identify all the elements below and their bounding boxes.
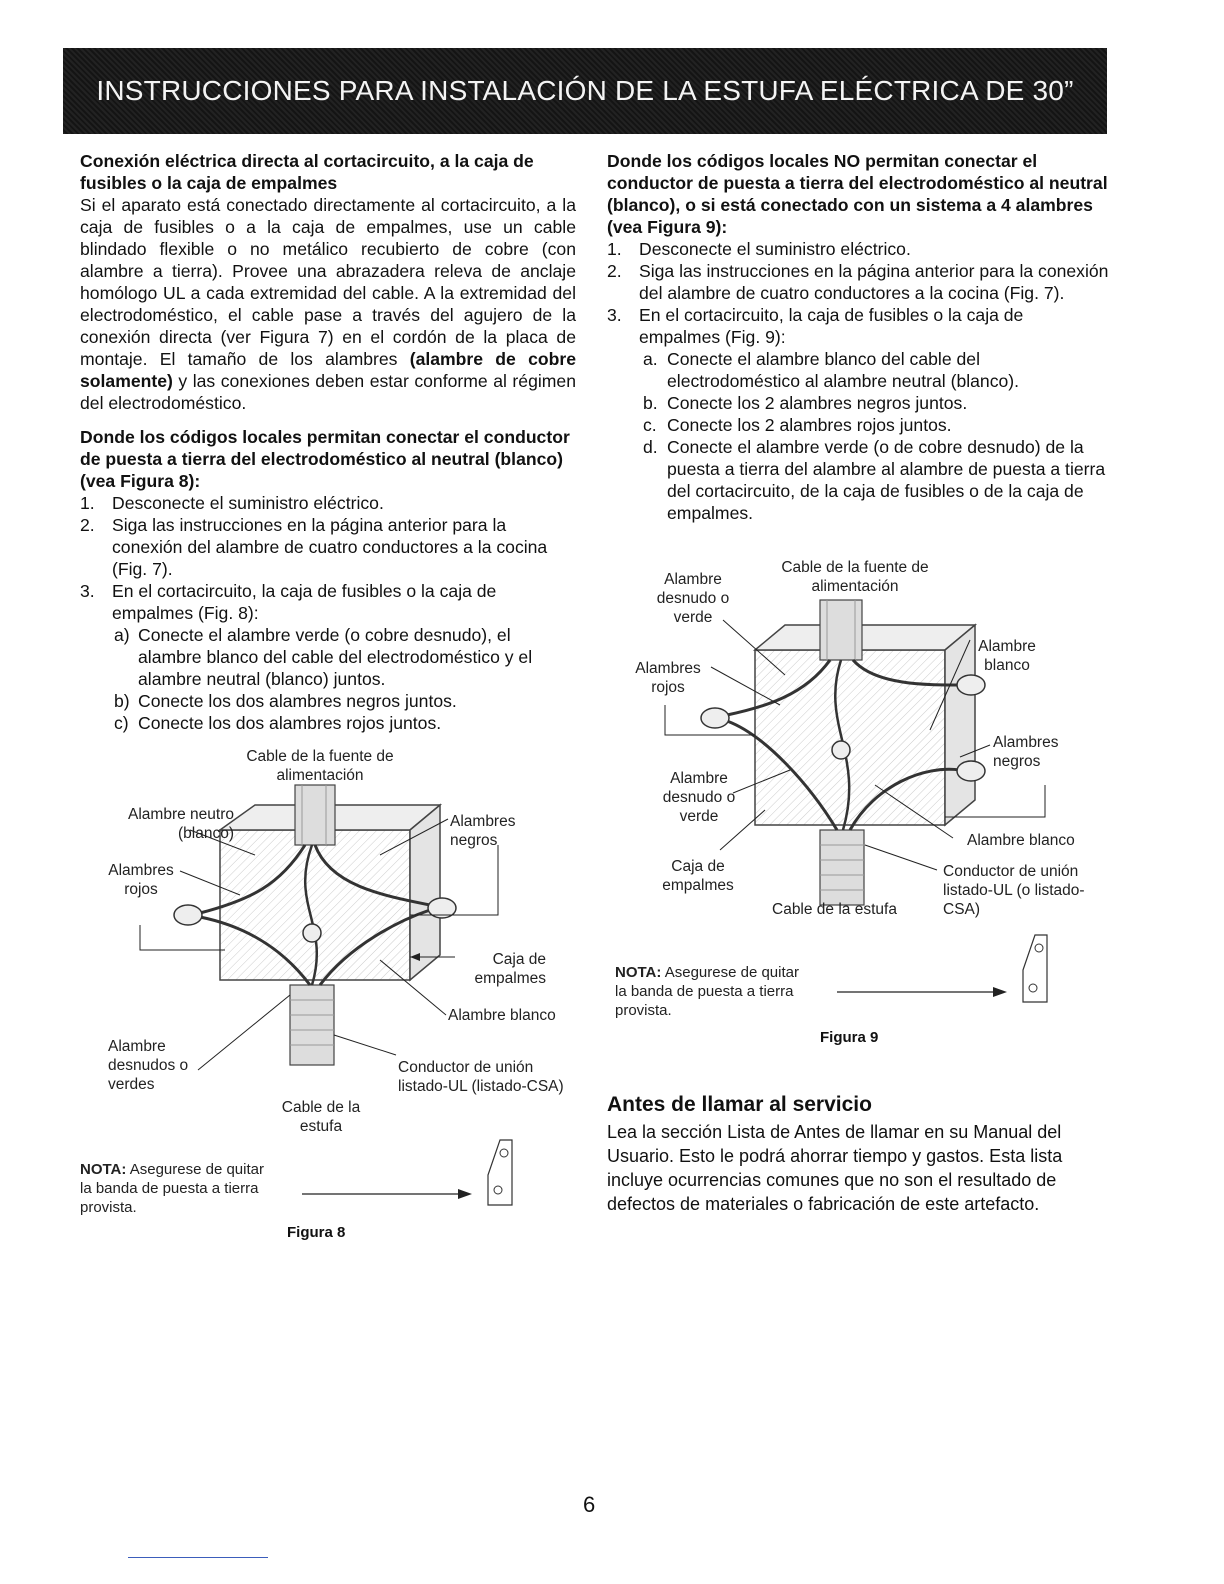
- figure-9-caption: Figura 9: [820, 1029, 879, 1046]
- permit-substeps: [112, 624, 576, 734]
- note-line-3: provista.: [80, 1199, 137, 1216]
- page-banner: [63, 48, 1107, 134]
- service-body: Lea la sección Lista de Antes de llamar en su Manual del Usuario. Esto le podrá ahorrar tiempo y gastos. Esta lista incluye ocurrencias comunes que no son el resultado de defectos de materiales o fabricación de este artefacto.: [607, 1122, 1063, 1214]
- page-number: 6: [583, 1492, 596, 1517]
- step-number: 3.: [607, 305, 622, 325]
- list-item: [643, 392, 1109, 414]
- figure-8-caption: Figura 8: [287, 1224, 346, 1241]
- note-label: NOTA:: [615, 964, 662, 981]
- substep-letter: c.: [643, 415, 657, 435]
- step-number: 2.: [80, 515, 95, 535]
- junction-box-label: Caja de empalmes: [662, 858, 734, 894]
- list-item: [80, 492, 576, 514]
- substep-text: Conecte los 2 alambres rojos juntos.: [667, 415, 952, 435]
- step-number: 2.: [607, 261, 622, 281]
- substep-text: Conecte los dos alambres negros juntos.: [138, 691, 457, 711]
- bare-wire-bottom-label: Alambre desnudo o verde: [662, 770, 736, 825]
- substep-letter: d.: [643, 437, 658, 457]
- step-text: Desconecte el suministro eléctrico.: [112, 493, 384, 513]
- permit-heading: Donde los códigos locales permitan conectar el conductor de puesta a tierra del electrodoméstico al neutral (blanco) (vea Figura 8):: [80, 427, 570, 491]
- substep-text: Conecte el alambre verde (o cobre desnudo), el alambre blanco del cable del electrodoméstico y el alambre neutral (blanco) juntos.: [138, 625, 533, 689]
- substep-text: Conecte el alambre verde (o de cobre desnudo) de la puesta a tierra del alambre al alambre de puesta a tierra del cortacircuito, de la caja de fusibles o de la caja de empalmes.: [667, 437, 1106, 523]
- range-cable-label: Cable de la estufa: [281, 1099, 361, 1135]
- service-heading: Antes de llamar al servicio: [607, 1093, 872, 1116]
- substep-letter: a.: [643, 349, 658, 369]
- grounding-strap-figure-9: [835, 930, 1065, 1010]
- red-wires-label: Alambres rojos: [635, 660, 701, 696]
- red-wires-label: Alambres rojos: [108, 862, 174, 898]
- neutral-wire-label: Alambre neutro (blanco): [128, 806, 234, 842]
- direct-body-part-1: Si el aparato está conectado directamente al cortacircuito, a la caja de fusibles o a la caja de empalmes, use un cable blindado flexible o no metálico recubierto de cobre (con alambre a tierra). Provee una abrazadera releva de anclaje homólogo UL a cada extremidad del cable. A la extremidad del electrodoméstico, el cable pase a través del agujero de la conexión directa (ver Figura 7) en el cordón de la placa de montaje. El tamaño de los alambres: [80, 195, 576, 369]
- note-line-2: la banda de puesta a tierra: [80, 1180, 259, 1197]
- list-item: [607, 304, 1109, 524]
- list-item: [643, 348, 1109, 392]
- step-number: 1.: [607, 239, 622, 259]
- black-wires-label: Alambres negros: [993, 734, 1059, 770]
- no-permit-heading: Donde los códigos locales NO permitan conectar el conductor de puesta a tierra del electrodoméstico al neutral (blanco), o si está conectado con un sistema a 4 alambres (vea Figura 9):: [607, 151, 1108, 237]
- list-item: [643, 414, 1109, 436]
- list-item: [114, 712, 576, 734]
- substep-letter: b): [114, 691, 130, 711]
- white-wire-bottom-label: Alambre blanco: [967, 832, 1075, 849]
- direct-connection-body: [80, 194, 576, 414]
- step-text: Desconecte el suministro eléctrico.: [639, 239, 911, 259]
- note-line-3: provista.: [615, 1002, 672, 1019]
- supply-cable-label: Cable de la fuente de alimentación: [246, 748, 394, 784]
- black-wires-label: Alambres negros: [450, 813, 516, 849]
- note-line-2: la banda de puesta a tierra: [615, 983, 794, 1000]
- step-number: 3.: [80, 581, 95, 601]
- left-column: [80, 150, 576, 734]
- direct-body-part-2: y las conexiones deben estar conforme al régimen del electrodoméstico.: [80, 371, 576, 413]
- substep-text: Conecte los dos alambres rojos juntos.: [138, 713, 442, 733]
- page-title: INSTRUCCIONES PARA INSTALACIÓN DE LA ESTUFA ELÉCTRICA DE 30”: [96, 75, 1074, 106]
- supply-cable-label: Cable de la fuente de alimentación: [781, 559, 929, 595]
- substep-text: Conecte los 2 alambres negros juntos.: [667, 393, 968, 413]
- figure-9: [615, 555, 1115, 935]
- right-column: [607, 150, 1109, 524]
- step-text: En el cortacircuito, la caja de fusibles o la caja de empalmes (Fig. 9):: [639, 305, 1024, 347]
- list-item: [114, 690, 576, 712]
- step-text: En el cortacircuito, la caja de fusibles o la caja de empalmes (Fig. 8):: [112, 581, 497, 623]
- note-line-1: Asegurese de quitar: [129, 1161, 264, 1178]
- no-permit-steps: [607, 238, 1109, 524]
- list-item: [114, 624, 576, 690]
- note-label: NOTA:: [80, 1161, 127, 1178]
- figure-9-note: [615, 963, 799, 1020]
- footer-rule: [128, 1557, 268, 1558]
- white-wire-top-label: Alambre blanco: [978, 638, 1036, 674]
- substep-letter: a): [114, 625, 130, 645]
- substep-letter: b.: [643, 393, 658, 413]
- list-item: [80, 514, 576, 580]
- step-number: 1.: [80, 493, 95, 513]
- bonding-conductor-label: Conductor de unión listado-UL (listado-CSA): [398, 1059, 564, 1095]
- list-item: [643, 436, 1109, 524]
- permit-steps: [80, 492, 576, 734]
- substep-text: Conecte el alambre blanco del cable del electrodoméstico al alambre neutral (blanco).: [667, 349, 1020, 391]
- substep-letter: c): [114, 713, 129, 733]
- list-item: [607, 238, 1109, 260]
- range-cable-label: Cable de la estufa: [772, 901, 897, 918]
- bare-wires-label: Alambre desnudos o verdes: [108, 1038, 189, 1093]
- junction-box-label: Caja de empalmes: [474, 951, 546, 987]
- no-permit-substeps: [639, 348, 1109, 524]
- white-wire-label: Alambre blanco: [448, 1007, 556, 1024]
- note-line-1: Asegurese de quitar: [664, 964, 799, 981]
- bonding-conductor-label: Conductor de unión listado-UL (o listado-CSA): [943, 863, 1085, 918]
- bare-wire-top-label: Alambre desnudo o verde: [656, 571, 730, 626]
- step-text: Siga las instrucciones en la página anterior para la conexión del alambre de cuatro conductores a la cocina (Fig. 7).: [112, 515, 548, 579]
- figure-8-note: [80, 1160, 264, 1217]
- list-item: [607, 260, 1109, 304]
- direct-body-bold: (alambre de cobre solamente): [80, 349, 576, 391]
- step-text: Siga las instrucciones en la página anterior para la conexión del alambre de cuatro conductores a la cocina (Fig. 7).: [639, 261, 1109, 303]
- list-item: [80, 580, 576, 734]
- direct-connection-heading: Conexión eléctrica directa al cortacircuito, a la caja de fusibles o la caja de empalmes: [80, 151, 534, 193]
